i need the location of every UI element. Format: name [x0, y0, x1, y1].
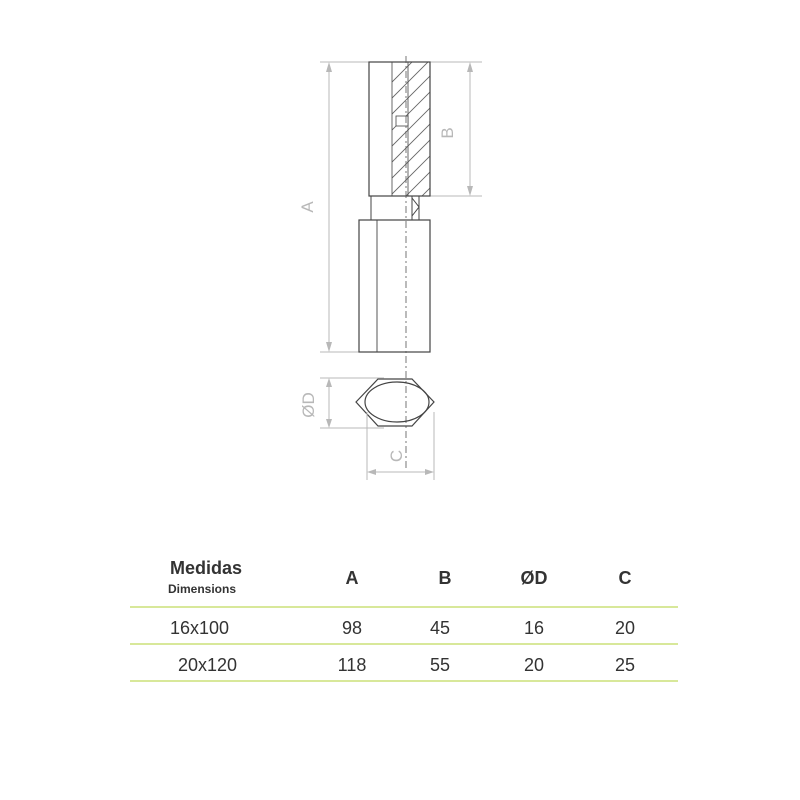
table-row: [130, 608, 678, 645]
row-value-a: 118: [337, 655, 367, 675]
dimension-c-label: C: [387, 449, 406, 463]
dimension-a-label: A: [298, 201, 317, 213]
dimension-a: [320, 62, 392, 352]
table-subtitle: Dimensions: [168, 582, 237, 596]
row-value-c: 20: [614, 618, 636, 638]
dimension-b-label: B: [438, 127, 457, 139]
row-size: 20x120: [178, 655, 238, 675]
dimension-d: [320, 378, 384, 428]
row-value-b: 45: [429, 618, 451, 638]
dimensions-table: [130, 550, 678, 682]
dimension-d-label: ØD: [299, 392, 318, 418]
row-value-d: 20: [523, 655, 545, 675]
column-header-a: A: [345, 568, 359, 588]
column-header-d: ØD: [520, 568, 548, 588]
lower-body: [359, 220, 430, 352]
row-value-c: 25: [614, 655, 636, 675]
table-title: Medidas: [170, 558, 243, 578]
row-value-b: 55: [429, 655, 451, 675]
table-header: [130, 550, 678, 608]
row-size: 16x100: [170, 618, 230, 638]
column-header-b: B: [438, 568, 452, 588]
top-view: [356, 379, 434, 426]
table-row: [130, 645, 678, 682]
row-value-a: 98: [341, 618, 363, 638]
hinge-pin: [371, 196, 419, 220]
upper-body: [369, 54, 564, 226]
column-header-c: C: [618, 568, 632, 588]
row-value-d: 16: [523, 618, 545, 638]
